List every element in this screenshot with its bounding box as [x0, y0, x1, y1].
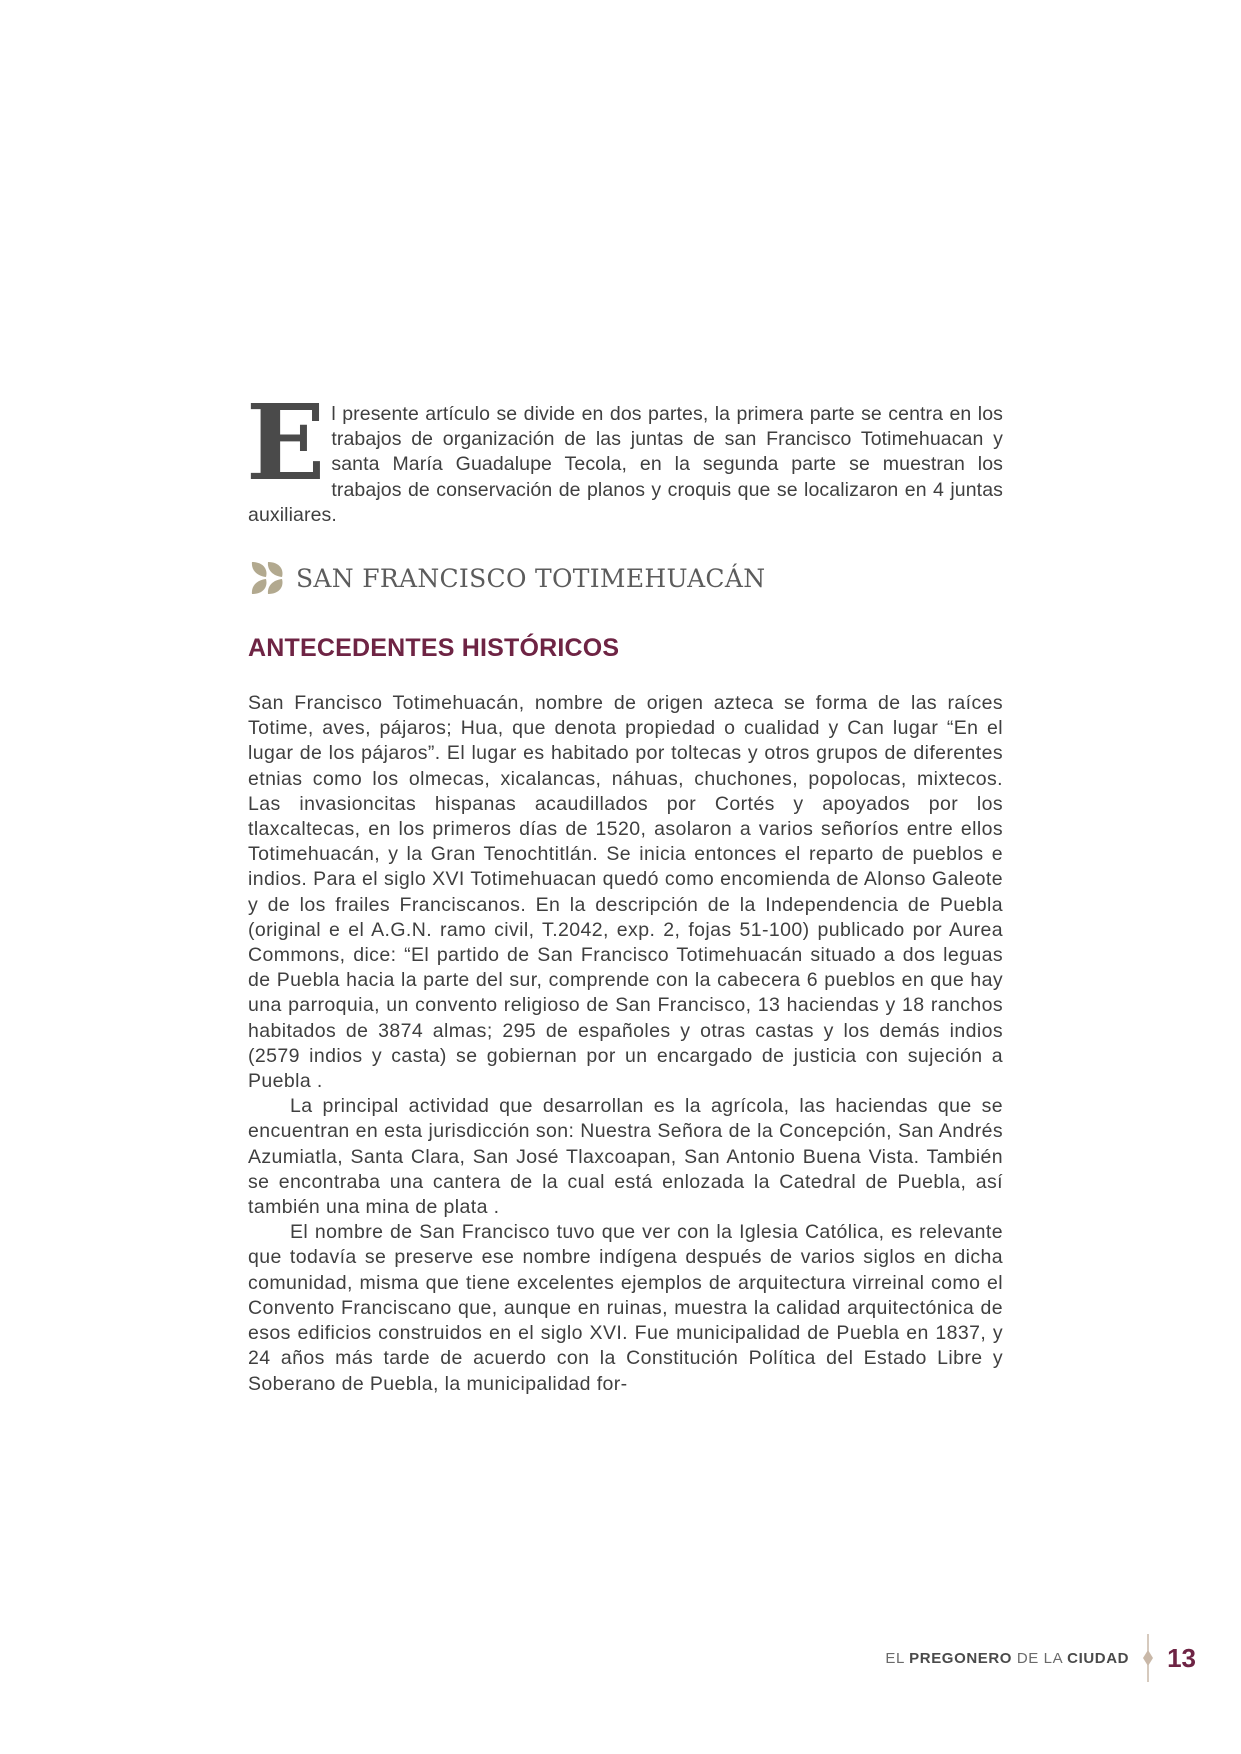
article-body	[248, 691, 1003, 1397]
leaf-icon	[248, 560, 288, 596]
intro-paragraph	[246, 381, 1003, 528]
subsection-title: ANTECEDENTES HISTÓRICOS	[248, 634, 620, 663]
section-title: SAN FRANCISCO TOTIMEHUACÁN	[296, 563, 766, 593]
diamond-divider-icon	[1139, 1634, 1157, 1682]
page-number: 13	[1167, 1642, 1196, 1673]
section-heading	[248, 558, 1003, 598]
page-footer	[885, 1636, 1196, 1680]
paragraph-1: San Francisco Totimehuacán, nombre de origen azteca se forma de las raíces Totime, aves, pájaros; Hua, que denota propiedad o cualidad y Can lugar “En el lugar de los pájaros”. El lugar es habitado por toltecas y otros grupos de diferentes etnias como los olmecas, xicalancas, náhuas, chuchones, popolocas, mixtecos. Las invasioncitas hispanas acaudillados por Cortés y apoyados por los tlaxcaltecas, en los primeros días de 1520, asolaron a varios señoríos entre ellos Totimehuacán, y la Gran Tenochtitlán. Se inicia entonces el reparto de pueblos e indios. Para el siglo XVI Totimehuacan quedó como encomienda de Alonso Galeote y de los frailes Franciscanos. En la descripción de la Independencia de Puebla (original e el A.G.N. ramo civil, T.2042, exp. 2, fojas 51-100) publicado por Aurea Commons, dice: “El partido de San Francisco Totimehuacán situado a dos leguas de Puebla hacia la parte del sur, comprende con la cabecera 6 pueblos en que hay una parroquia, un convento religioso de San Francisco, 13 haciendas y 18 ranchos habitados de 3874 almas; 295 de españoles y otras castas y los demás indios (2579 indios y casta) se gobiernan por un encargado de justicia con sujeción a Puebla .	[248, 692, 1003, 1093]
drop-cap: E	[246, 381, 326, 504]
publication-name: EL PREGONERO DE LA CIUDAD	[885, 1649, 1130, 1667]
paragraph-3: El nombre de San Francisco tuvo que ver con la Iglesia Católica, es relevante que todavía se preserve ese nombre indígena después de varios siglos en dicha comunidad, misma que tiene excelentes ejemplos de arquitectura virreinal como el Convento Franciscano que, aunque en ruinas, muestra la calidad arquitectónica de esos edificios construidos en el siglo XVI. Fue municipalidad de Puebla en 1837, y 24 años más tarde de acuerdo con la Constitución Política del Estado Libre y Soberano de Puebla, la municipalidad for-	[248, 1221, 1003, 1395]
article-column	[246, 381, 1003, 1397]
paragraph-2: La principal actividad que desarrollan es la agrícola, las haciendas que se encuentran en esta jurisdicción son: Nuestra Señora de la Concepción, San Andrés Azumiatla, Santa Clara, San José Tlaxcoapan, San Antonio Buena Vista. También se encontraba una cantera de la cual está enlozada la Catedral de Puebla, así también una mina de plata .	[248, 1095, 1003, 1219]
intro-text: l presente artículo se divide en dos partes, la primera parte se centra en los trabajos de organización de las juntas de san Francisco Totimehuacan y santa María Guadalupe Tecola, en la segunda parte se muestran los trabajos de conservación de planos y croquis que se localizaron en 4 juntas auxiliares.	[248, 403, 1003, 526]
